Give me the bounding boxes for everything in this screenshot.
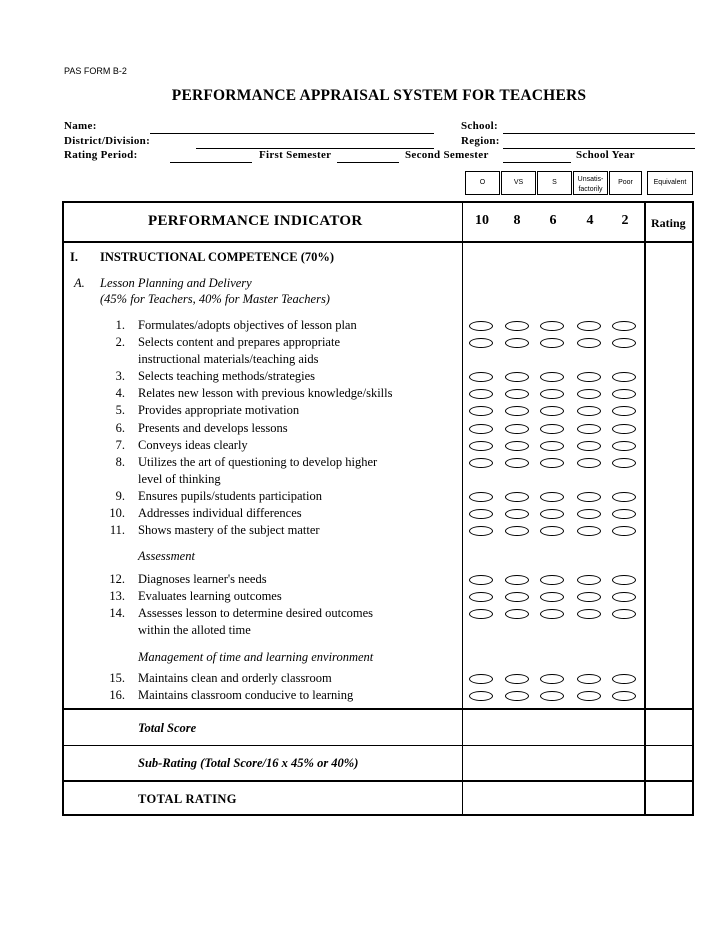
rating-bubble[interactable] <box>577 674 601 684</box>
school-year-field[interactable] <box>503 162 571 163</box>
rating-bubble[interactable] <box>612 609 636 619</box>
rating-bubble[interactable] <box>612 424 636 434</box>
rating-bubble[interactable] <box>540 691 564 701</box>
rating-bubble[interactable] <box>540 492 564 502</box>
scale-equivalent-header: Equivalent <box>647 171 693 195</box>
assessment-subhead: Assessment <box>138 549 195 563</box>
item-text: Relates new lesson with previous knowledge/skills <box>138 386 393 400</box>
item-text: Selects content and prepares appropriate <box>138 335 340 349</box>
item-text: Provides appropriate motivation <box>138 403 300 417</box>
rating-bubble[interactable] <box>469 691 493 701</box>
rating-bubble[interactable] <box>469 592 493 602</box>
rating-bubble[interactable] <box>577 458 601 468</box>
item-text-continued: level of thinking <box>138 472 221 486</box>
score-10-header: 10 <box>475 213 489 228</box>
item-text: Presents and develops lessons <box>138 421 288 435</box>
rating-bubble[interactable] <box>612 406 636 416</box>
item-text: Conveys ideas clearly <box>138 438 248 452</box>
item-number: 3. <box>115 369 125 383</box>
item-number: 4. <box>115 386 125 400</box>
rating-bubble[interactable] <box>540 441 564 451</box>
item-number: 16. <box>109 688 125 702</box>
rating-bubble[interactable] <box>577 372 601 382</box>
rating-bubble[interactable] <box>469 321 493 331</box>
rating-bubble[interactable] <box>505 575 529 585</box>
rating-bubble[interactable] <box>577 389 601 399</box>
name-field[interactable] <box>150 133 434 134</box>
item-number: 12. <box>109 572 125 586</box>
rating-bubble[interactable] <box>577 691 601 701</box>
rating-bubble[interactable] <box>577 575 601 585</box>
item-text: Assesses lesson to determine desired outcomes <box>138 606 374 620</box>
items-footer-divider <box>64 708 692 710</box>
rating-bubble[interactable] <box>505 691 529 701</box>
rating-bubble[interactable] <box>540 406 564 416</box>
item-text: Ensures pupils/students participation <box>138 489 323 503</box>
rating-bubble[interactable] <box>577 492 601 502</box>
rating-bubble[interactable] <box>469 509 493 519</box>
item-text: Addresses individual differences <box>138 506 302 520</box>
rating-bubble[interactable] <box>540 526 564 536</box>
item-text: Shows mastery of the subject matter <box>138 523 320 537</box>
rating-bubble[interactable] <box>505 674 529 684</box>
item-text: Evaluates learning outcomes <box>138 589 282 603</box>
item-text: Maintains clean and orderly classroom <box>138 671 332 685</box>
item-text: Utilizes the art of questioning to develop higher <box>138 455 378 469</box>
rating-bubble[interactable] <box>540 674 564 684</box>
item-number: 15. <box>109 671 125 685</box>
subsection-letter: A. <box>74 276 85 290</box>
score-4-header: 4 <box>586 213 594 228</box>
rating-bubble[interactable] <box>612 509 636 519</box>
name-label: Name: <box>64 120 97 132</box>
rating-bubble[interactable] <box>505 406 529 416</box>
item-number: 1. <box>115 318 125 332</box>
header-divider <box>64 241 692 243</box>
rating-bubble[interactable] <box>505 321 529 331</box>
page-title: PERFORMANCE APPRAISAL SYSTEM FOR TEACHERS <box>171 87 587 104</box>
item-number: 9. <box>115 489 125 503</box>
rating-header: Rating <box>651 216 686 230</box>
rating-bubble[interactable] <box>505 609 529 619</box>
scale-s-header: S <box>537 171 572 195</box>
item-number: 8. <box>115 455 125 469</box>
subsection-title: Lesson Planning and Delivery <box>100 276 252 290</box>
performance-indicator-header: PERFORMANCE INDICATOR <box>148 213 363 229</box>
rating-bubble[interactable] <box>540 389 564 399</box>
rating-bubble[interactable] <box>505 389 529 399</box>
rating-bubble[interactable] <box>469 458 493 468</box>
rating-bubble[interactable] <box>469 575 493 585</box>
rating-bubble[interactable] <box>612 389 636 399</box>
rating-bubble[interactable] <box>577 509 601 519</box>
rating-bubble[interactable] <box>540 424 564 434</box>
rating-bubble[interactable] <box>540 509 564 519</box>
rating-bubble[interactable] <box>577 321 601 331</box>
rating-bubble[interactable] <box>469 372 493 382</box>
rating-bubble[interactable] <box>612 441 636 451</box>
item-number: 13. <box>109 589 125 603</box>
rating-bubble[interactable] <box>540 575 564 585</box>
rating-column-divider <box>644 203 646 814</box>
scale-unsatisfactorily-header: Unsatis- factorily <box>573 171 608 195</box>
rating-bubble[interactable] <box>612 526 636 536</box>
sub-rating-label: Sub-Rating (Total Score/16 x 45% or 40%) <box>138 756 359 770</box>
first-semester-label: First Semester <box>259 149 332 161</box>
rating-bubble[interactable] <box>469 406 493 416</box>
item-text: Formulates/adopts objectives of lesson plan <box>138 318 357 332</box>
rating-bubble[interactable] <box>469 389 493 399</box>
rating-bubble[interactable] <box>469 424 493 434</box>
item-text: Diagnoses learner's needs <box>138 572 267 586</box>
scale-vs-header: VS <box>501 171 536 195</box>
item-text: Maintains classroom conducive to learning <box>138 688 354 702</box>
total-rating-label: TOTAL RATING <box>138 792 237 806</box>
rating-bubble[interactable] <box>540 592 564 602</box>
sub-rating-divider <box>64 780 692 782</box>
score-2-header: 2 <box>621 213 629 228</box>
rating-bubble[interactable] <box>577 441 601 451</box>
rating-bubble[interactable] <box>577 406 601 416</box>
rating-bubble[interactable] <box>505 441 529 451</box>
total-score-divider <box>64 745 692 746</box>
item-text: Selects teaching methods/strategies <box>138 369 316 383</box>
rating-bubble[interactable] <box>540 338 564 348</box>
item-text-continued: within the alloted time <box>138 623 251 637</box>
rating-bubble[interactable] <box>505 338 529 348</box>
management-subhead: Management of time and learning environment <box>138 650 374 664</box>
rating-bubble[interactable] <box>612 492 636 502</box>
item-number: 10. <box>109 506 125 520</box>
rating-bubble[interactable] <box>469 609 493 619</box>
rating-bubble[interactable] <box>577 424 601 434</box>
rating-bubble[interactable] <box>577 338 601 348</box>
school-year-label: School Year <box>576 149 635 161</box>
form-code: PAS FORM B-2 <box>64 66 127 76</box>
rating-bubble[interactable] <box>612 338 636 348</box>
rating-bubble[interactable] <box>577 526 601 536</box>
second-semester-field[interactable] <box>337 162 399 163</box>
scale-poor-header: Poor <box>609 171 642 195</box>
school-field[interactable] <box>503 133 695 134</box>
second-semester-label: Second Semester <box>405 149 489 161</box>
rating-bubble[interactable] <box>540 609 564 619</box>
section-title: INSTRUCTIONAL COMPETENCE (70%) <box>100 250 335 264</box>
item-number: 14. <box>109 606 125 620</box>
rating-bubble[interactable] <box>612 321 636 331</box>
rating-bubble[interactable] <box>505 509 529 519</box>
rating-bubble[interactable] <box>505 592 529 602</box>
rating-bubble[interactable] <box>612 674 636 684</box>
rating-bubble[interactable] <box>540 458 564 468</box>
scale-o-header: O <box>465 171 500 195</box>
subsection-note: (45% for Teachers, 40% for Master Teachers) <box>100 292 330 306</box>
rating-bubble[interactable] <box>612 372 636 382</box>
section-roman: I. <box>70 250 78 264</box>
item-number: 7. <box>115 438 125 452</box>
school-label: School: <box>461 120 498 132</box>
rating-bubble[interactable] <box>577 609 601 619</box>
rating-bubble[interactable] <box>540 321 564 331</box>
rating-bubble[interactable] <box>469 674 493 684</box>
rating-bubble[interactable] <box>612 575 636 585</box>
rating-bubble[interactable] <box>612 691 636 701</box>
rating-bubble[interactable] <box>469 441 493 451</box>
total-score-label: Total Score <box>138 721 197 735</box>
item-number: 5. <box>115 403 125 417</box>
rating-bubble[interactable] <box>505 526 529 536</box>
item-number: 6. <box>115 421 125 435</box>
rating-bubble[interactable] <box>612 458 636 468</box>
district-label: District/Division: <box>64 135 151 147</box>
rating-bubble[interactable] <box>577 592 601 602</box>
region-label: Region: <box>461 135 500 147</box>
item-text-continued: instructional materials/teaching aids <box>138 352 319 366</box>
rating-bubble[interactable] <box>540 372 564 382</box>
first-semester-field[interactable] <box>170 162 252 163</box>
rating-bubble[interactable] <box>505 492 529 502</box>
item-number: 11. <box>109 523 125 537</box>
rating-bubble[interactable] <box>505 458 529 468</box>
item-number: 2. <box>115 335 125 349</box>
score-8-header: 8 <box>513 213 521 228</box>
rating-bubble[interactable] <box>469 526 493 536</box>
rating-period-label: Rating Period: <box>64 149 138 161</box>
rating-bubble[interactable] <box>469 492 493 502</box>
score-column-divider <box>462 203 463 814</box>
rating-bubble[interactable] <box>505 424 529 434</box>
rating-bubble[interactable] <box>612 592 636 602</box>
rating-bubble[interactable] <box>469 338 493 348</box>
rating-bubble[interactable] <box>505 372 529 382</box>
score-6-header: 6 <box>549 213 557 228</box>
